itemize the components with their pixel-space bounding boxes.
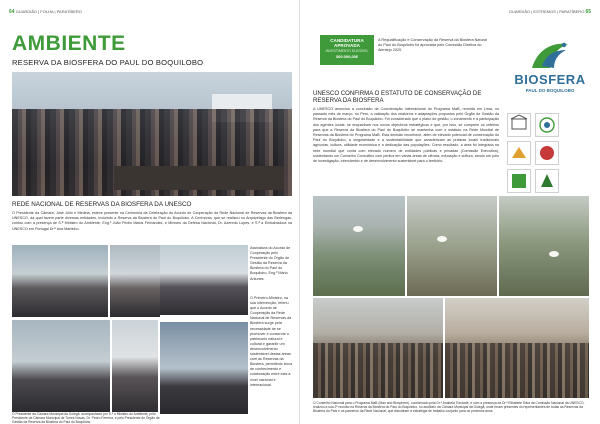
caption-prime-minister: O Primeiro-Ministro, na sua intervenção, referiu que o Acordo de Cooperação da Rede Nacional de Reservas da Biosfera surge pela necessidade de se promover e conservar o património natural e cultural e garantir um desenvolvimento sustentável destas áreas com as Reservas da Biosfera, permitindo troca de conhecimento e colaboração entre elas a nível nacional e internacional. (250, 296, 293, 387)
page-subtitle: RESERVA DA BIOSFERA DO PAUL DO BOQUILOBO (12, 58, 204, 67)
meeting-attendees (313, 343, 443, 398)
right-page-header (509, 9, 591, 15)
wetland-photo (499, 196, 589, 296)
badge-amount: 300.000,00€ (335, 54, 359, 59)
caption-bottom-right: O Conselho Nacional para o Programa MaB (Man and Biosphere), coordenado pela Dr.ª Anabela Trindade, e com a presença da Dr.ª Elisabete Silva da Comissão Nacional da UNESCO, realizou a sua 2ª reunião na Reserva da Biosfera do Paul do Boquilobo, no auditório da Câmara Municipal da Golegã, onde foram presentes os representantes de todas as Reservas da Biosfera do País e os parceiros da Rede Nacional, que discutiram a estratégia de trabalho conjunto para os próximos anos. (313, 401, 585, 413)
heron-bird-2 (549, 251, 559, 257)
photo-table (114, 166, 284, 190)
caption-signing: Assinatura do Acordo de Cooperação pelo Presidente do Órgão de Gestão da Reserva da Biosfera do Paul do Boquilobo, Eng.º Mário Antunes. (250, 246, 291, 281)
meeting-photo-1 (313, 298, 443, 398)
egret-photo (313, 196, 405, 296)
badge-line-1: CANDIDATURA (330, 38, 364, 43)
photo-lineup (160, 245, 248, 315)
section-heading-unesco: UNESCO CONFIRMA O ESTATUTO DE CONSERVAÇÃO DE RESERVA DA BIOSFERA (313, 90, 482, 105)
meeting-attendees-2 (445, 343, 589, 398)
heron-bird (437, 236, 447, 242)
mab-logo-icon (535, 113, 559, 137)
biosfera-logo (510, 38, 590, 108)
page-title: AMBIENTE (12, 32, 126, 55)
photo-speaker (160, 322, 248, 414)
left-header-label: GUARDIÃO | FOLHA | PARATÍBERO (15, 9, 82, 14)
logo-word-biosfera: BIOSFERA (514, 72, 586, 87)
photo-group-3 (112, 320, 158, 412)
left-body-text: O Presidente da Câmara, José Júlio e Medina, esteve presente na Cerimónia da Celebração do Acordo de Cooperação da Rede Nacional de Reservas da Biosfera da UNESCO, da qual fazem parte diversas entidades, incluindo a Reserva da Biosfera do Paul do Boquilobo. A Cerimónia, que se realizou no Arquipélago das Berlengas, contou com a presença de S.ª Ministro do Ambiente, Eng.º João Pedro Matos Fernandes, e Ministro da Defesa Nacional, Dr. Azeredo Lopes, e S.ª a Embaixadora na UNESCO em Portugal Dr.ª Ana Martinho. (12, 211, 292, 231)
icnf-logo-icon (535, 169, 559, 193)
right-page-number: 65 (585, 9, 591, 15)
logo-word-paul: PAUL DO BOQUILOBO (525, 88, 575, 93)
photo-signing (110, 245, 160, 317)
nest-photo (407, 196, 497, 296)
photo-group-1 (12, 245, 108, 317)
caption-bottom-left: O Presidente da Câmara Municipal da Golegã, acompanhado por S.ª o Ministro do Ambiente, pelo Presidente da Câmara Municipal de Torres Novas, Dr. Pedro Ferreira, e pelo Presidente do Órgão de Gestão da Reserva da Biosfera do Paul do Boquilobo. (12, 412, 160, 424)
partner-logo-icon-1 (507, 141, 531, 165)
partner-logo-icon-3 (507, 169, 531, 193)
left-page-header (9, 9, 82, 15)
right-header-label: GUARDIÃO | ESTREMOS | PARATÍBERO (508, 9, 585, 14)
photo-group-2 (12, 320, 110, 412)
bird-icon (528, 38, 572, 72)
unesco-logo-icon (507, 113, 531, 137)
partner-logo-icon-2 (535, 141, 559, 165)
right-body-text: A UNESCO anunciou a conclusão da Coordenação Internacional do Programa MaB, reunida em Lima, no passado mês de março, no Peru, a validação dos relatórios e adaptações propostos pelo Órgão de Gestão da Reserva da Biosfera do Paul do Boquilobo. Foi considerado que o plano de gestão, o zonamento e a participação dos agentes locais, se enquadram nos novos objectivos estratégicos e que, por isso, se cumprem os critérios para que a Reserva da Biosfera do Paul do Boquilobo se mantenha com o estatuto na Rede Mundial de Reservas da Biosfera do Programa MaB. Esta decisão reconhece, além de elevado potencial de conservação do Paul do Boquilobo, a singularidade e a sustentabilidade que caracterizam as práticas locais tradicionais agrícolas, cultura, utilidade económica e a dedicação das populações. Como resultado, a área foi integrada na rede mundial que conta com elevado número de entidades públicas e privadas (Comissão Executiva), sustentando um Conselho Consultivo com peritos em várias áreas de ciência, educação e cultura, sendo um pólo de investigação, intercâmbio e de desenvolvimento sustentável para o território. (313, 107, 499, 164)
meeting-photo-2 (445, 298, 589, 398)
candidatura-badge (320, 35, 374, 65)
badge-line-3: INVESTIMENTO ELEGÍVEL (325, 49, 369, 53)
ceremony-photo (12, 72, 292, 196)
section-heading-rede-nacional: REDE NACIONAL DE RESERVAS DA BIOSFERA DA UNESCO (12, 201, 192, 208)
badge-description: A Requalificação e Conservação da Reserva da Biosfera Natural do Paul do Boquilobo foi aprovada pelo Comissão Diretiva do Alentejo 2020. (378, 38, 487, 53)
left-page-number: 64 (9, 9, 15, 15)
badge-line-2: APROVADA (334, 43, 360, 48)
egret-bird (353, 226, 363, 232)
